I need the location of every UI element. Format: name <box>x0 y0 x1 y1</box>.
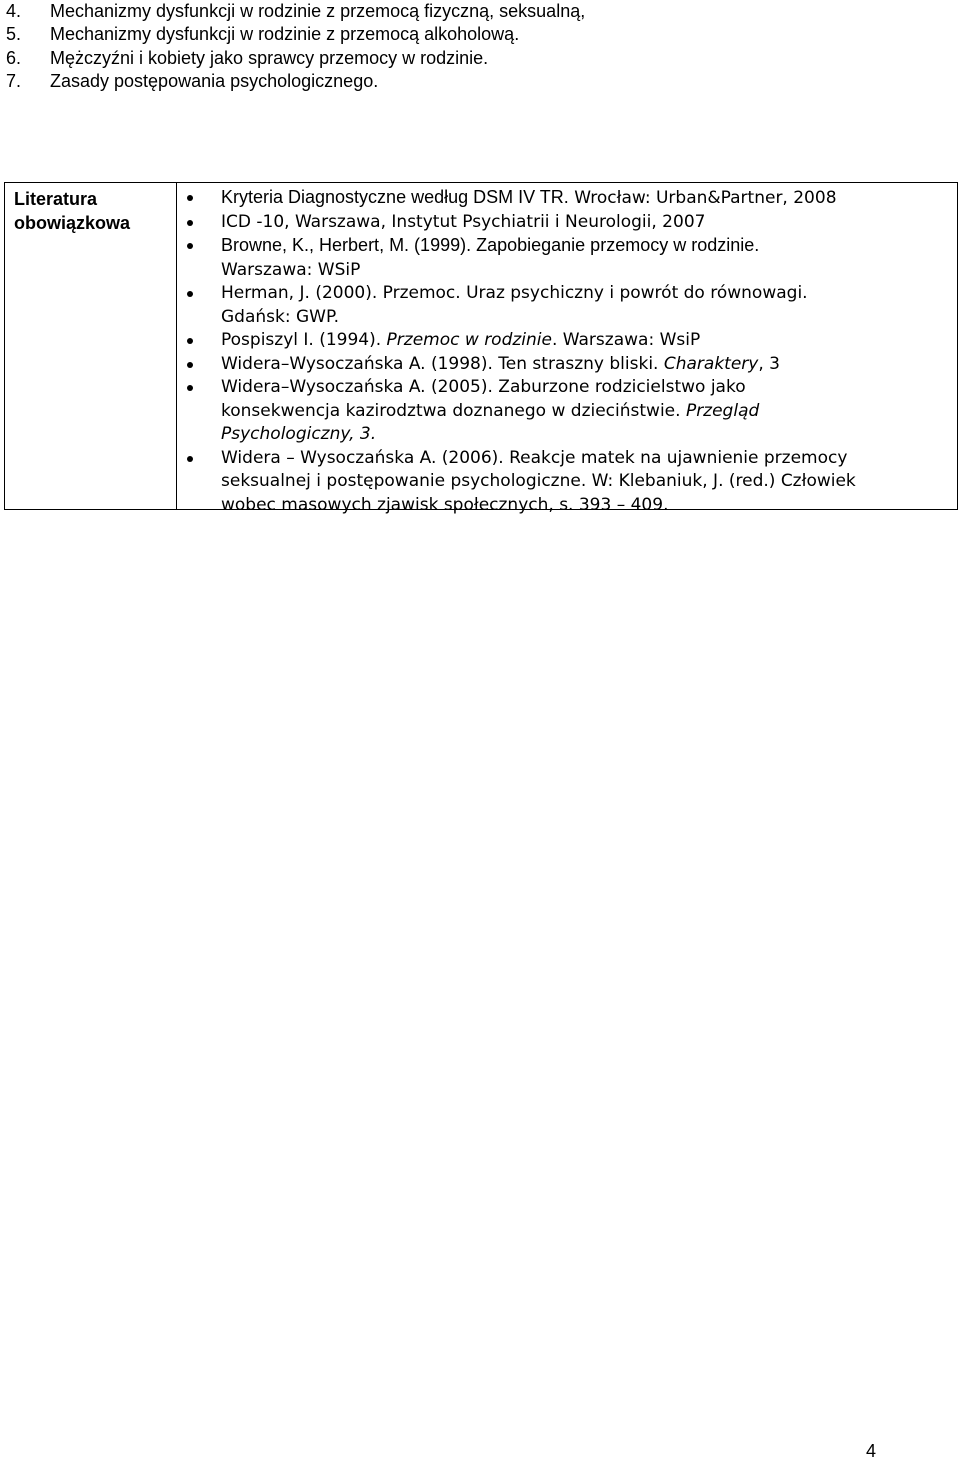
reference-item <box>183 447 951 518</box>
reference-text: seksualnej i postępowanie psychologiczne. W: Klebaniuk, J. (red.) Człowiek <box>221 471 856 491</box>
literature-label-line: Literatura <box>14 189 98 209</box>
reference-item <box>183 211 951 235</box>
reference-text: Browne, K., Herbert, M. (1999). <box>221 235 472 255</box>
list-item-number: 7. <box>6 70 22 91</box>
list-item-text: Mężczyźni i kobiety jako sprawcy przemocy w rodzinie. <box>50 47 489 68</box>
reference-title: Charaktery <box>663 353 759 374</box>
reference-item <box>183 186 951 211</box>
list-item-text: Mechanizmy dysfunkcji w rodzinie z przemocą alkoholową. <box>50 24 520 45</box>
list-item-number: 6. <box>6 47 22 68</box>
reference-text: Widera – Wysoczańska A. (2006). Reakcje matek na ujawnienie przemocy <box>221 447 848 468</box>
reference-text: Pospiszyl I. (1994). <box>221 330 387 350</box>
list-item-number: 5. <box>6 24 22 45</box>
reference-text: Widera–Wysoczańska A. (1998). Ten straszny bliski. <box>221 353 664 374</box>
reference-list <box>183 186 951 517</box>
reference-text: Gdańsk: GWP. <box>221 306 339 327</box>
list-item-number: 4. <box>6 1 22 21</box>
list-item-text: Zasady postępowania psychologicznego. <box>50 70 379 91</box>
reference-text: Kryteria Diagnostyczne według DSM IV TR. <box>221 187 569 207</box>
table-column-divider <box>176 183 177 509</box>
reference-title: Przemoc w rodzinie <box>386 330 552 350</box>
reference-item <box>183 376 951 447</box>
reference-text: Zapobieganie przemocy w rodzinie. <box>471 235 760 255</box>
page-number: 4 <box>866 1441 877 1461</box>
reference-item <box>183 282 951 329</box>
reference-item <box>183 234 951 282</box>
reference-text: . Warszawa: WsiP <box>551 330 701 350</box>
literature-label-line: obowiązkowa <box>14 213 131 233</box>
reference-title: Psychologiczny, 3. <box>221 424 377 444</box>
literature-table <box>4 182 958 515</box>
reference-text: Widera–Wysoczańska A. (2005). Zaburzone rodzicielstwo jako <box>221 377 746 397</box>
reference-text: konsekwencja kazirodztwa doznanego w dzieciństwie. <box>221 400 686 421</box>
reference-text: , 3 <box>758 353 780 374</box>
literature-label <box>14 187 130 235</box>
list-item-text: Mechanizmy dysfunkcji w rodzinie z przemocą fizyczną, seksualną, <box>50 1 586 21</box>
reference-text: Warszawa: WSiP <box>221 259 361 280</box>
reference-item <box>183 329 951 353</box>
reference-text: ICD -10, Warszawa, Instytut Psychiatrii i Neurologii, 2007 <box>221 211 706 232</box>
reference-text: wobec masowych zjawisk społecznych, s. 393 – 409. <box>221 494 669 515</box>
reference-title: Przegląd <box>685 400 760 421</box>
reference-text: Wrocław: Urban&Partner, 2008 <box>568 188 837 208</box>
reference-item <box>183 353 951 377</box>
reference-text: Herman, J. (2000). Przemoc. Uraz psychiczny i powrót do równowagi. <box>221 283 808 303</box>
